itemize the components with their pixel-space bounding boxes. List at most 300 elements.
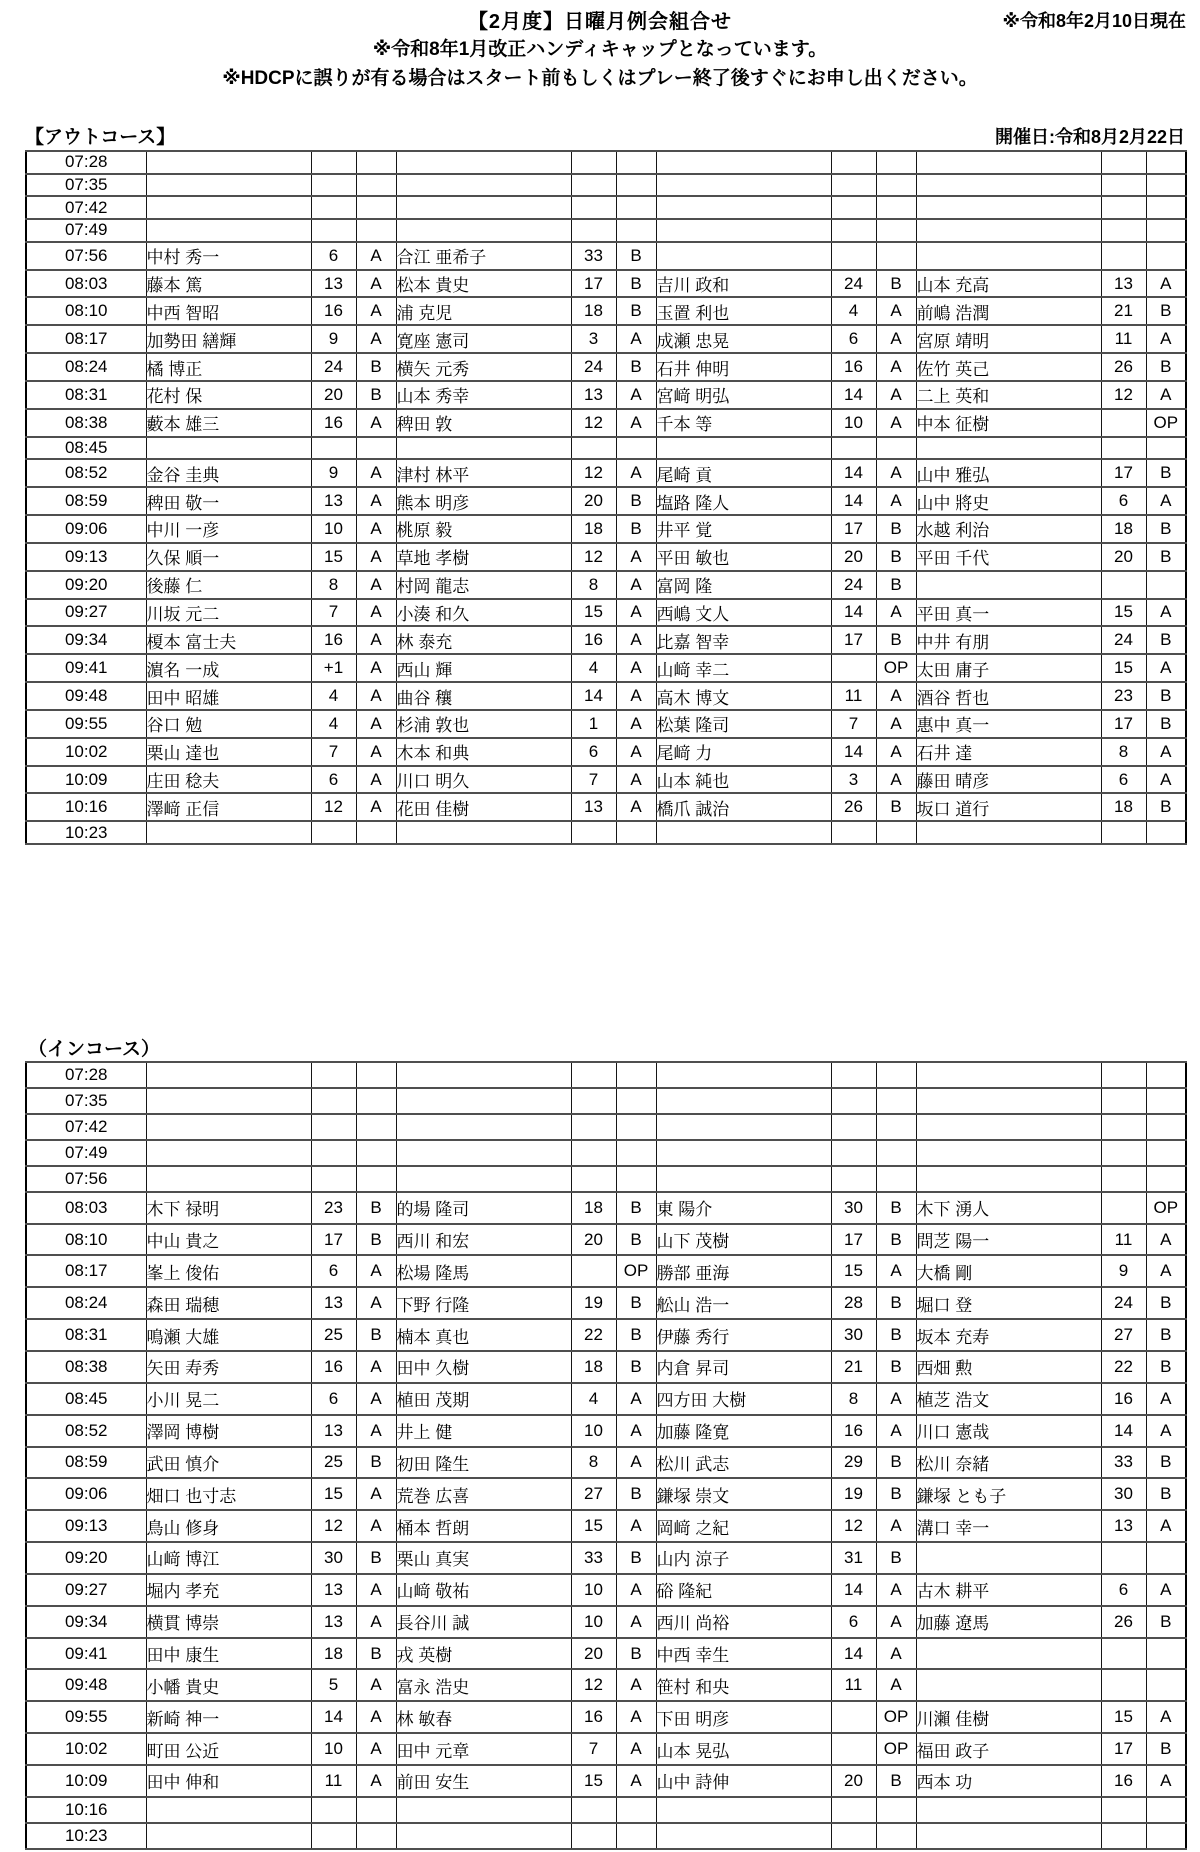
tee-time-cell: 08:03: [26, 1192, 146, 1224]
tee-time-row: [26, 1701, 1186, 1733]
player-name-cell: 初田 隆生: [396, 1447, 571, 1479]
tee-time-row: [26, 174, 1186, 197]
player-class-cell: B: [1146, 1478, 1186, 1510]
player-class-cell: B: [616, 1542, 656, 1574]
player-handicap-cell: 12: [311, 1510, 356, 1542]
player-name-cell: 新崎 神一: [146, 1701, 311, 1733]
player-class-cell: A: [876, 766, 916, 794]
player-name-cell: [656, 242, 831, 270]
player-class-cell: B: [356, 1447, 396, 1479]
player-handicap-cell: 26: [831, 793, 876, 821]
tee-time-cell: 10:02: [26, 1733, 146, 1765]
player-name-cell: [396, 1088, 571, 1114]
player-handicap-cell: 20: [1101, 543, 1146, 571]
player-handicap-cell: [1101, 409, 1146, 437]
tee-time-cell: 07:35: [26, 174, 146, 197]
player-handicap-cell: 16: [831, 353, 876, 381]
player-class-cell: A: [616, 409, 656, 437]
player-class-cell: [876, 174, 916, 197]
tee-time-row: [26, 1733, 1186, 1765]
player-name-cell: 中井 有朋: [916, 626, 1101, 654]
player-name-cell: [916, 1166, 1101, 1192]
player-name-cell: 中本 征樹: [916, 409, 1101, 437]
player-name-cell: 酒谷 哲也: [916, 682, 1101, 710]
player-handicap-cell: 16: [311, 1351, 356, 1383]
player-name-cell: [396, 1114, 571, 1140]
tee-time-cell: 07:49: [26, 219, 146, 242]
player-handicap-cell: [311, 437, 356, 460]
player-name-cell: 後藤 仁: [146, 571, 311, 599]
player-handicap-cell: 11: [311, 1765, 356, 1797]
player-handicap-cell: 11: [1101, 325, 1146, 353]
player-handicap-cell: [311, 821, 356, 844]
player-handicap-cell: 17: [831, 626, 876, 654]
player-class-cell: A: [876, 409, 916, 437]
tee-time-row: [26, 1140, 1186, 1166]
out-course-label: 【アウトコース】: [25, 127, 176, 148]
player-name-cell: 中西 智昭: [146, 297, 311, 325]
player-name-cell: 的場 隆司: [396, 1192, 571, 1224]
player-handicap-cell: 11: [831, 682, 876, 710]
player-name-cell: [146, 151, 311, 174]
player-handicap-cell: [1101, 1192, 1146, 1224]
player-handicap-cell: 6: [1101, 487, 1146, 515]
player-handicap-cell: [311, 1062, 356, 1088]
player-handicap-cell: 17: [831, 515, 876, 543]
player-class-cell: [1146, 1797, 1186, 1823]
player-name-cell: 井平 覚: [656, 515, 831, 543]
player-class-cell: A: [1146, 738, 1186, 766]
player-name-cell: 舩山 浩一: [656, 1287, 831, 1319]
tee-time-cell: 09:48: [26, 682, 146, 710]
player-handicap-cell: 20: [311, 381, 356, 409]
player-name-cell: 田中 伸和: [146, 1765, 311, 1797]
player-name-cell: 小湊 和久: [396, 599, 571, 627]
player-handicap-cell: 12: [831, 1510, 876, 1542]
player-class-cell: A: [876, 325, 916, 353]
player-name-cell: [916, 1088, 1101, 1114]
player-class-cell: A: [876, 297, 916, 325]
player-handicap-cell: 13: [311, 270, 356, 298]
player-name-cell: [916, 571, 1101, 599]
player-name-cell: 花田 佳樹: [396, 793, 571, 821]
player-name-cell: 矢田 寿秀: [146, 1351, 311, 1383]
player-name-cell: 中西 幸生: [656, 1638, 831, 1670]
player-class-cell: B: [616, 353, 656, 381]
player-name-cell: 平田 千代: [916, 543, 1101, 571]
tee-time-cell: 07:28: [26, 151, 146, 174]
player-name-cell: [146, 219, 311, 242]
player-name-cell: 中川 一彦: [146, 515, 311, 543]
tee-time-cell: 07:49: [26, 1140, 146, 1166]
player-class-cell: A: [876, 1574, 916, 1606]
player-handicap-cell: [571, 1088, 616, 1114]
tee-time-row: [26, 1319, 1186, 1351]
tee-time-cell: 09:20: [26, 1542, 146, 1574]
player-handicap-cell: 20: [831, 1765, 876, 1797]
tee-time-cell: 09:06: [26, 515, 146, 543]
player-class-cell: [616, 1823, 656, 1849]
player-class-cell: B: [1146, 682, 1186, 710]
player-class-cell: A: [1146, 1574, 1186, 1606]
player-handicap-cell: 18: [571, 297, 616, 325]
player-handicap-cell: 26: [1101, 1606, 1146, 1638]
player-class-cell: A: [356, 1765, 396, 1797]
player-name-cell: 鎌塚 崇文: [656, 1478, 831, 1510]
player-name-cell: 植芝 浩文: [916, 1383, 1101, 1415]
player-class-cell: A: [1146, 487, 1186, 515]
tee-time-cell: 08:10: [26, 297, 146, 325]
player-class-cell: [356, 151, 396, 174]
player-handicap-cell: 7: [571, 766, 616, 794]
player-name-cell: 山内 涼子: [656, 1542, 831, 1574]
player-handicap-cell: [1101, 1669, 1146, 1701]
player-class-cell: B: [356, 1224, 396, 1256]
player-handicap-cell: 15: [311, 1478, 356, 1510]
player-name-cell: [656, 1823, 831, 1849]
player-name-cell: 草地 孝樹: [396, 543, 571, 571]
player-class-cell: [616, 151, 656, 174]
player-class-cell: [1146, 1062, 1186, 1088]
player-name-cell: [396, 437, 571, 460]
player-name-cell: [656, 437, 831, 460]
player-class-cell: A: [1146, 654, 1186, 682]
player-class-cell: [1146, 242, 1186, 270]
player-handicap-cell: [311, 151, 356, 174]
player-class-cell: A: [356, 599, 396, 627]
player-class-cell: [1146, 821, 1186, 844]
player-class-cell: [876, 1823, 916, 1849]
tee-time-cell: 10:09: [26, 1765, 146, 1797]
player-name-cell: 古木 耕平: [916, 1574, 1101, 1606]
player-handicap-cell: [571, 1255, 616, 1287]
player-name-cell: 田中 昭雄: [146, 682, 311, 710]
player-class-cell: B: [616, 1478, 656, 1510]
player-handicap-cell: 8: [311, 571, 356, 599]
player-handicap-cell: 30: [311, 1542, 356, 1574]
player-handicap-cell: [311, 1114, 356, 1140]
player-name-cell: 小幡 貴史: [146, 1669, 311, 1701]
player-name-cell: [916, 196, 1101, 219]
player-name-cell: 山中 雅弘: [916, 459, 1101, 487]
tee-time-cell: 09:06: [26, 1478, 146, 1510]
player-class-cell: A: [1146, 599, 1186, 627]
player-name-cell: 溝口 幸一: [916, 1510, 1101, 1542]
player-class-cell: B: [1146, 1319, 1186, 1351]
player-name-cell: 寛座 憲司: [396, 325, 571, 353]
player-class-cell: A: [356, 738, 396, 766]
player-handicap-cell: 13: [311, 1606, 356, 1638]
player-class-cell: A: [616, 626, 656, 654]
player-class-cell: A: [616, 599, 656, 627]
player-class-cell: A: [616, 1701, 656, 1733]
player-name-cell: 太田 庸子: [916, 654, 1101, 682]
player-name-cell: [396, 821, 571, 844]
player-name-cell: 前田 安生: [396, 1765, 571, 1797]
player-class-cell: [356, 1114, 396, 1140]
player-name-cell: [146, 196, 311, 219]
player-handicap-cell: 7: [571, 1733, 616, 1765]
player-class-cell: A: [616, 1447, 656, 1479]
player-class-cell: A: [616, 682, 656, 710]
player-class-cell: [876, 1088, 916, 1114]
player-name-cell: [146, 437, 311, 460]
player-name-cell: 西川 尚裕: [656, 1606, 831, 1638]
player-handicap-cell: 12: [571, 1669, 616, 1701]
player-name-cell: [916, 1797, 1101, 1823]
tee-time-cell: 09:41: [26, 654, 146, 682]
player-name-cell: 長谷川 誠: [396, 1606, 571, 1638]
player-name-cell: [146, 1140, 311, 1166]
player-class-cell: A: [356, 409, 396, 437]
player-name-cell: 津村 林平: [396, 459, 571, 487]
player-class-cell: OP: [876, 654, 916, 682]
player-class-cell: A: [876, 1606, 916, 1638]
tee-time-row: [26, 766, 1186, 794]
player-name-cell: 木下 湧人: [916, 1192, 1101, 1224]
player-handicap-cell: 16: [311, 297, 356, 325]
player-name-cell: 植田 茂期: [396, 1383, 571, 1415]
player-name-cell: 栗山 達也: [146, 738, 311, 766]
player-name-cell: 浦 克児: [396, 297, 571, 325]
player-handicap-cell: [1101, 1638, 1146, 1670]
player-class-cell: A: [876, 1255, 916, 1287]
player-class-cell: [876, 151, 916, 174]
player-name-cell: 川坂 元二: [146, 599, 311, 627]
tee-time-cell: 10:16: [26, 1797, 146, 1823]
player-name-cell: 尾﨑 力: [656, 738, 831, 766]
tee-time-cell: 08:10: [26, 1224, 146, 1256]
tee-time-row: [26, 682, 1186, 710]
player-handicap-cell: [311, 174, 356, 197]
player-handicap-cell: 16: [1101, 1383, 1146, 1415]
player-name-cell: 荒巻 広喜: [396, 1478, 571, 1510]
player-class-cell: [1146, 1140, 1186, 1166]
player-name-cell: 中村 秀一: [146, 242, 311, 270]
player-handicap-cell: 6: [571, 738, 616, 766]
player-handicap-cell: 10: [571, 1574, 616, 1606]
player-class-cell: B: [876, 1351, 916, 1383]
player-handicap-cell: 4: [571, 654, 616, 682]
player-name-cell: [146, 1166, 311, 1192]
player-handicap-cell: 7: [311, 599, 356, 627]
tee-time-cell: 09:27: [26, 1574, 146, 1606]
player-name-cell: 川口 明久: [396, 766, 571, 794]
player-handicap-cell: 20: [571, 1224, 616, 1256]
player-handicap-cell: 21: [831, 1351, 876, 1383]
player-handicap-cell: 17: [831, 1224, 876, 1256]
player-class-cell: [356, 196, 396, 219]
player-class-cell: A: [356, 515, 396, 543]
tee-time-cell: 07:28: [26, 1062, 146, 1088]
player-handicap-cell: 18: [571, 515, 616, 543]
player-handicap-cell: 14: [1101, 1415, 1146, 1447]
player-class-cell: B: [1146, 297, 1186, 325]
player-handicap-cell: [831, 196, 876, 219]
player-name-cell: 吉川 政和: [656, 270, 831, 298]
player-handicap-cell: 13: [571, 793, 616, 821]
player-name-cell: 藤本 篤: [146, 270, 311, 298]
player-name-cell: 松川 奈緒: [916, 1447, 1101, 1479]
player-class-cell: B: [356, 381, 396, 409]
player-name-cell: 山﨑 敬祐: [396, 1574, 571, 1606]
tee-time-cell: 08:59: [26, 1447, 146, 1479]
player-handicap-cell: 3: [831, 766, 876, 794]
player-handicap-cell: [831, 174, 876, 197]
player-name-cell: 伊藤 秀行: [656, 1319, 831, 1351]
player-name-cell: 松場 隆馬: [396, 1255, 571, 1287]
player-handicap-cell: 15: [571, 1510, 616, 1542]
tee-time-row: [26, 270, 1186, 298]
player-class-cell: A: [356, 1255, 396, 1287]
event-date: 開催日:令和8月2月22日: [994, 127, 1185, 147]
player-class-cell: B: [876, 1542, 916, 1574]
player-class-cell: B: [616, 1224, 656, 1256]
page-title: 【2月度】日曜月例会組合せ: [467, 11, 733, 33]
tee-time-row: [26, 325, 1186, 353]
player-handicap-cell: 9: [311, 459, 356, 487]
player-name-cell: 東 陽介: [656, 1192, 831, 1224]
player-handicap-cell: 13: [1101, 1510, 1146, 1542]
player-handicap-cell: [831, 1823, 876, 1849]
player-class-cell: B: [616, 1192, 656, 1224]
tee-time-row: [26, 1823, 1186, 1849]
player-class-cell: B: [616, 1638, 656, 1670]
player-name-cell: 加藤 遼馬: [916, 1606, 1101, 1638]
player-class-cell: A: [876, 459, 916, 487]
player-class-cell: A: [876, 1638, 916, 1670]
player-class-cell: [356, 821, 396, 844]
player-name-cell: [396, 151, 571, 174]
player-class-cell: [356, 1166, 396, 1192]
player-handicap-cell: [571, 1823, 616, 1849]
tee-time-cell: 08:52: [26, 1415, 146, 1447]
tee-time-row: [26, 1383, 1186, 1415]
tee-time-cell: 08:17: [26, 325, 146, 353]
player-class-cell: OP: [876, 1701, 916, 1733]
player-handicap-cell: 13: [311, 1287, 356, 1319]
player-class-cell: A: [876, 1415, 916, 1447]
player-class-cell: A: [356, 766, 396, 794]
tee-time-row: [26, 738, 1186, 766]
player-handicap-cell: 13: [311, 1574, 356, 1606]
player-class-cell: A: [356, 487, 396, 515]
player-handicap-cell: [1101, 1166, 1146, 1192]
player-name-cell: 曲谷 穰: [396, 682, 571, 710]
player-handicap-cell: 10: [571, 1606, 616, 1638]
tee-time-row: [26, 381, 1186, 409]
tee-time-row: [26, 821, 1186, 844]
player-class-cell: A: [1146, 1415, 1186, 1447]
player-class-cell: A: [616, 1669, 656, 1701]
player-class-cell: [616, 219, 656, 242]
player-class-cell: [1146, 1166, 1186, 1192]
player-class-cell: B: [1146, 515, 1186, 543]
player-class-cell: A: [616, 793, 656, 821]
tee-time-cell: 08:38: [26, 409, 146, 437]
player-handicap-cell: 27: [1101, 1319, 1146, 1351]
tee-time-row: [26, 1415, 1186, 1447]
player-class-cell: A: [356, 1478, 396, 1510]
player-name-cell: 町田 公近: [146, 1733, 311, 1765]
player-name-cell: 杉浦 敦也: [396, 710, 571, 738]
player-handicap-cell: [571, 1140, 616, 1166]
tee-time-row: [26, 1478, 1186, 1510]
player-name-cell: 鎌塚 とも子: [916, 1478, 1101, 1510]
player-handicap-cell: 17: [1101, 1733, 1146, 1765]
player-name-cell: 山本 秀幸: [396, 381, 571, 409]
player-name-cell: [916, 1638, 1101, 1670]
player-name-cell: [146, 1823, 311, 1849]
tee-time-row: [26, 1542, 1186, 1574]
player-name-cell: [396, 219, 571, 242]
player-name-cell: 堀口 登: [916, 1287, 1101, 1319]
player-class-cell: A: [356, 1733, 396, 1765]
player-name-cell: 松本 貴史: [396, 270, 571, 298]
player-handicap-cell: 17: [1101, 710, 1146, 738]
player-name-cell: 玉置 利也: [656, 297, 831, 325]
player-handicap-cell: 11: [1101, 1224, 1146, 1256]
player-name-cell: 庄田 稔夫: [146, 766, 311, 794]
player-handicap-cell: [831, 1062, 876, 1088]
player-class-cell: A: [616, 325, 656, 353]
player-handicap-cell: 6: [1101, 1574, 1146, 1606]
player-handicap-cell: 14: [831, 459, 876, 487]
player-name-cell: 谷口 勉: [146, 710, 311, 738]
player-class-cell: B: [616, 1319, 656, 1351]
player-name-cell: 田中 久樹: [396, 1351, 571, 1383]
player-class-cell: [616, 196, 656, 219]
player-handicap-cell: [571, 437, 616, 460]
player-class-cell: [876, 1140, 916, 1166]
player-name-cell: [146, 1088, 311, 1114]
tee-time-cell: 09:34: [26, 1606, 146, 1638]
player-handicap-cell: [1101, 1140, 1146, 1166]
player-class-cell: [876, 1797, 916, 1823]
player-name-cell: 坂本 充寿: [916, 1319, 1101, 1351]
player-class-cell: [356, 1140, 396, 1166]
player-name-cell: 西畑 勲: [916, 1351, 1101, 1383]
player-class-cell: A: [876, 353, 916, 381]
player-handicap-cell: 22: [1101, 1351, 1146, 1383]
player-handicap-cell: [571, 1166, 616, 1192]
player-class-cell: B: [1146, 793, 1186, 821]
player-name-cell: 松川 武志: [656, 1447, 831, 1479]
player-class-cell: B: [876, 1478, 916, 1510]
player-name-cell: 宮﨑 明弘: [656, 381, 831, 409]
player-handicap-cell: 31: [831, 1542, 876, 1574]
player-name-cell: 井上 健: [396, 1415, 571, 1447]
player-class-cell: A: [616, 1574, 656, 1606]
player-name-cell: 笹村 和央: [656, 1669, 831, 1701]
player-class-cell: A: [616, 766, 656, 794]
player-handicap-cell: 33: [1101, 1447, 1146, 1479]
tee-time-row: [26, 1669, 1186, 1701]
player-class-cell: [356, 174, 396, 197]
player-name-cell: [916, 1542, 1101, 1574]
player-handicap-cell: 13: [311, 487, 356, 515]
player-name-cell: 川瀨 佳樹: [916, 1701, 1101, 1733]
in-course-rows: [26, 1062, 1186, 1849]
player-name-cell: [146, 821, 311, 844]
player-handicap-cell: 12: [571, 543, 616, 571]
player-class-cell: B: [876, 1192, 916, 1224]
player-handicap-cell: [571, 219, 616, 242]
player-handicap-cell: [1101, 1062, 1146, 1088]
player-name-cell: 田中 元章: [396, 1733, 571, 1765]
player-name-cell: 木本 和典: [396, 738, 571, 766]
player-class-cell: A: [616, 543, 656, 571]
